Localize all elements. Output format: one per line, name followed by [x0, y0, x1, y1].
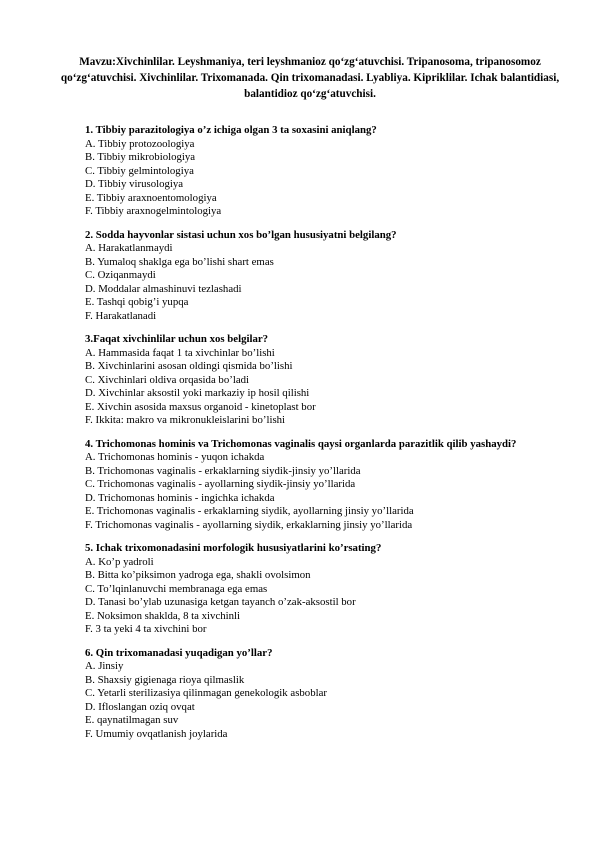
answer-option: E. Trichomonas vaginalis - erkaklarning siydik, ayollarning jinsiy yo’llarida [85, 505, 414, 517]
answer-option: B. Bitta ko’piksimon yadroga ega, shakli ovolsimon [85, 569, 311, 581]
answer-option: F. Ikkita: makro va mikronukleislarini bo’lishi [85, 414, 286, 426]
answer-option: B. Shaxsiy gigienaga rioya qilmaslik [85, 673, 245, 686]
answer-option: C. Yetarli sterilizasiya qilinmagan genekologik asboblar [85, 687, 327, 699]
answer-option: D. Ifloslangan oziq ovqat [85, 700, 195, 713]
answer-option: E. Tibbiy araxnoentomologiya [85, 191, 217, 204]
answer-option: B. Xivchinlarini asosan oldingi qismida bo’lishi [85, 360, 293, 372]
answer-option: F. Umumiy ovqatlanish joylarida [85, 727, 228, 740]
answer-option: B. Tibbiy mikrobiologiya [85, 151, 196, 163]
answer-option: C. Oziqanmaydi [85, 269, 156, 281]
page-title: Mavzu:Xivchinlilar. Leyshmaniya, teri leyshmanioz qo‘zg‘atuvchisi. Tripanosoma, tripanosomoz qo‘zg‘atuvchisi. Xivchinlilar. Trixomanada. Qin trixomanadasi. Lyabliya. Kipriklilar. Ichak balantidiasi, balantidioz qo‘zg‘atuvchisi. [60, 56, 560, 100]
question-block [85, 647, 535, 742]
question-text: 3.Faqat xivchinlilar uchun xos belgilar? [85, 333, 269, 345]
answer-option: E. qaynatilmagan suv [85, 714, 179, 726]
question-text: 1. Tibbiy parazitologiya o’z ichiga olgan 3 ta soxasini aniqlang? [85, 124, 377, 136]
question-block [85, 542, 535, 637]
answer-option: C. Xivchinlari oldiva orqasida bo’ladi [85, 373, 250, 386]
answer-option: A. Trichomonas hominis - yuqon ichakda [85, 451, 265, 463]
question-block [85, 124, 535, 219]
answer-option: A. Tibbiy protozoologiya [85, 137, 195, 150]
question-block [85, 333, 535, 428]
answer-option: D. Tanasi bo’ylab uzunasiga ketgan tayanch o’zak-aksostil bor [85, 596, 356, 608]
question-block [85, 438, 535, 533]
answer-option: F. Harakatlanadi [85, 309, 157, 322]
question-text: 4. Trichomonas hominis va Trichomonas vaginalis qaysi organlarda parazitlik qilib yashaydi? [85, 437, 517, 450]
answer-option: A. Harakatlanmaydi [85, 242, 173, 254]
answer-option: D. Trichomonas hominis - ingichka ichakda [85, 491, 275, 504]
answer-option: C. To’lqinlanuvchi membranaga ega emas [85, 582, 268, 595]
question-list [85, 124, 535, 751]
answer-option: F. Tibbiy araxnogelmintologiya [85, 205, 222, 217]
question-text: 5. Ichak trixomonadasini morfologik hususiyatlarini ko’rsating? [85, 542, 382, 554]
answer-option: A. Jinsiy [85, 660, 124, 672]
answer-option: B. Trichomonas vaginalis - erkaklarning siydik-jinsiy yo’llarida [85, 464, 361, 477]
answer-option: E. Xivchin asosida maxsus organoid - kinetoplast bor [85, 400, 316, 413]
answer-option: C. Tibbiy gelmintologiya [85, 164, 194, 177]
answer-option: B. Yumaloq shaklga ega bo’lishi shart emas [85, 255, 274, 268]
answer-option: F. 3 ta yeki 4 ta xivchini bor [85, 623, 207, 635]
answer-option: F. Trichomonas vaginalis - ayollarning siydik, erkaklarning jinsiy yo’llarida [85, 518, 413, 531]
question-text: 2. Sodda hayvonlar sistasi uchun xos bo’lgan hususiyatni belgilang? [85, 228, 397, 241]
question-block [85, 229, 535, 324]
answer-option: D. Tibbiy virusologiya [85, 178, 184, 190]
answer-option: E. Tashqi qobig’i yupqa [85, 296, 189, 308]
answer-option: A. Hammasida faqat 1 ta xivchinlar bo’lishi [85, 346, 275, 359]
answer-option: E. Noksimon shaklda, 8 ta xivchinli [85, 609, 241, 622]
answer-option: C. Trichomonas vaginalis - ayollarning siydik-jinsiy yo’llarida [85, 478, 356, 490]
answer-option: D. Xivchinlar aksostil yoki markaziy ip hosil qilishi [85, 387, 310, 399]
answer-option: A. Ko’p yadroli [85, 555, 154, 568]
answer-option: D. Moddalar almashinuvi tezlashadi [85, 282, 242, 295]
question-text: 6. Qin trixomanadasi yuqadigan yo’llar? [85, 646, 273, 659]
